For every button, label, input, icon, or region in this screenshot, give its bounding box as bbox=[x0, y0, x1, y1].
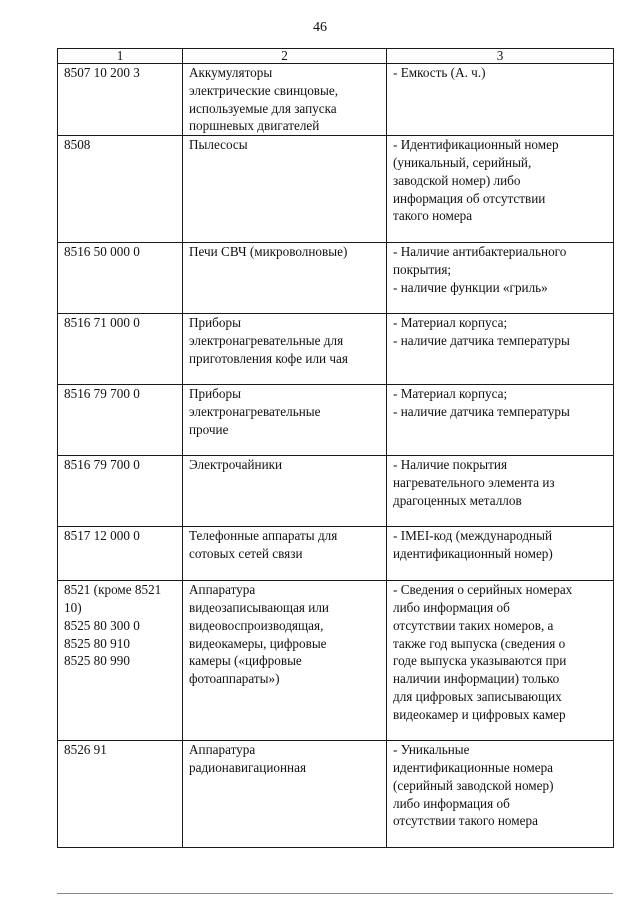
cell-name-line: Аппаратура bbox=[189, 742, 256, 758]
cell-name-line: поршневых двигателей bbox=[189, 118, 320, 134]
cell-code-line: 8525 80 910 bbox=[64, 635, 130, 651]
cell-info bbox=[387, 527, 614, 581]
cell-code-line: 8525 80 990 bbox=[64, 653, 130, 669]
page-number: 46 bbox=[313, 20, 327, 35]
cell-name bbox=[183, 314, 387, 385]
cell-info-line: - Наличие покрытия bbox=[393, 457, 508, 473]
cell-code-line: 8516 79 700 0 bbox=[64, 386, 140, 402]
cell-info-line: наличии информации) только bbox=[393, 671, 560, 687]
cell-info-line: нагревательного элемента из bbox=[393, 474, 555, 490]
cell-name-line: электронагревательные для bbox=[189, 332, 344, 348]
cell-code bbox=[58, 527, 183, 581]
cell-code-line: 8516 71 000 0 bbox=[64, 315, 140, 331]
cell-info-line: также год выпуска (сведения о bbox=[393, 635, 566, 651]
cell-info-line: отсутствии такого номера bbox=[393, 813, 538, 829]
cell-name-line: Пылесосы bbox=[189, 137, 248, 153]
cell-name-line: электронагревательные bbox=[189, 403, 321, 419]
cell-code-line: 8521 (кроме 8521 bbox=[64, 582, 162, 598]
cell-code-line: 10) bbox=[64, 599, 82, 615]
cell-name-line: видеокамеры, цифровые bbox=[189, 635, 327, 651]
table-header-row bbox=[58, 49, 614, 64]
cell-code bbox=[58, 741, 183, 848]
cell-info-line: - Материал корпуса; bbox=[393, 315, 508, 331]
cell-info bbox=[387, 243, 614, 314]
cell-info-line: покрытия; bbox=[393, 261, 452, 277]
cell-info bbox=[387, 581, 614, 741]
cell-code bbox=[58, 456, 183, 527]
cell-info-line: идентификационный номер) bbox=[393, 545, 553, 561]
cell-info-line: драгоценных металлов bbox=[393, 492, 522, 508]
table-row bbox=[58, 456, 614, 527]
cell-name-line: используемые для запуска bbox=[189, 100, 337, 116]
cell-code bbox=[58, 581, 183, 741]
cell-name-line: Электрочайники bbox=[189, 457, 283, 473]
cell-code-line: 8508 bbox=[64, 137, 91, 153]
cell-info-line: видеокамер и цифровых камер bbox=[393, 706, 566, 722]
goods-table bbox=[57, 48, 614, 848]
cell-name-line: фотоаппараты») bbox=[189, 671, 280, 687]
bottom-rule bbox=[57, 893, 613, 894]
cell-info-line: идентификационные номера bbox=[393, 759, 554, 775]
cell-name-line: Печи СВЧ (микроволновые) bbox=[189, 244, 348, 260]
cell-name-line: сотовых сетей связи bbox=[189, 545, 303, 561]
cell-info bbox=[387, 456, 614, 527]
cell-name-line: видеозаписывающая или bbox=[189, 599, 329, 615]
cell-code bbox=[58, 243, 183, 314]
cell-name bbox=[183, 456, 387, 527]
cell-name bbox=[183, 581, 387, 741]
cell-info-line: (серийный заводской номер) bbox=[393, 777, 554, 793]
table-row bbox=[58, 581, 614, 741]
cell-info-line: - IMEI-код (международный bbox=[393, 528, 553, 544]
cell-name bbox=[183, 136, 387, 243]
cell-code bbox=[58, 314, 183, 385]
cell-code-line: 8516 79 700 0 bbox=[64, 457, 140, 473]
cell-info bbox=[387, 741, 614, 848]
table-row bbox=[58, 136, 614, 243]
cell-code bbox=[58, 64, 183, 136]
cell-info-line: - наличие датчика температуры bbox=[393, 332, 570, 348]
cell-name-line: Аппаратура bbox=[189, 582, 256, 598]
cell-info-line: либо информация об bbox=[393, 795, 510, 811]
cell-name bbox=[183, 741, 387, 848]
cell-name-line: прочие bbox=[189, 421, 229, 437]
cell-code-line: 8516 50 000 0 bbox=[64, 244, 140, 260]
cell-info-line: - Уникальные bbox=[393, 742, 470, 758]
cell-code-line: 8507 10 200 3 bbox=[64, 65, 140, 80]
cell-name-line: электрические свинцовые, bbox=[189, 82, 339, 98]
cell-info-line: (уникальный, серийный, bbox=[393, 154, 532, 170]
cell-info-line: для цифровых записывающих bbox=[393, 688, 562, 704]
table-row bbox=[58, 64, 614, 136]
cell-name-line: Приборы bbox=[189, 386, 241, 402]
column-header-name: 2 bbox=[183, 49, 387, 64]
cell-code-line: 8525 80 300 0 bbox=[64, 617, 140, 633]
cell-code-line: 8526 91 bbox=[64, 742, 107, 758]
table-row bbox=[58, 741, 614, 848]
cell-info-line: годе выпуска указываются при bbox=[393, 653, 567, 669]
cell-name-line: камеры («цифровые bbox=[189, 653, 302, 669]
cell-info-line: - наличие датчика температуры bbox=[393, 403, 570, 419]
cell-name-line: радионавигационная bbox=[189, 759, 307, 775]
cell-info bbox=[387, 314, 614, 385]
table-row bbox=[58, 527, 614, 581]
cell-name bbox=[183, 64, 387, 136]
cell-code bbox=[58, 385, 183, 456]
cell-info-line: - наличие функции «гриль» bbox=[393, 279, 548, 295]
cell-name bbox=[183, 527, 387, 581]
cell-name-line: Аккумуляторы bbox=[189, 65, 273, 80]
cell-info bbox=[387, 385, 614, 456]
column-header-info: 3 bbox=[387, 49, 614, 64]
cell-info bbox=[387, 64, 614, 136]
cell-name bbox=[183, 385, 387, 456]
cell-name-line: Приборы bbox=[189, 315, 241, 331]
cell-info-line: - Материал корпуса; bbox=[393, 386, 508, 402]
cell-info-line: отсутствии таких номеров, а bbox=[393, 617, 554, 633]
cell-name bbox=[183, 243, 387, 314]
cell-code bbox=[58, 136, 183, 243]
cell-info-line: - Идентификационный номер bbox=[393, 137, 559, 153]
cell-name-line: видеовоспроизводящая, bbox=[189, 617, 324, 633]
cell-info-line: - Сведения о серийных номерах bbox=[393, 582, 573, 598]
cell-info-line: такого номера bbox=[393, 208, 473, 224]
table-row bbox=[58, 243, 614, 314]
cell-info bbox=[387, 136, 614, 243]
table-row bbox=[58, 314, 614, 385]
column-header-code: 1 bbox=[58, 49, 183, 64]
cell-code-line: 8517 12 000 0 bbox=[64, 528, 140, 544]
cell-name-line: Телефонные аппараты для bbox=[189, 528, 338, 544]
cell-info-line: информация об отсутствии bbox=[393, 190, 546, 206]
cell-info-line: - Наличие антибактериального bbox=[393, 244, 567, 260]
table-row bbox=[58, 385, 614, 456]
cell-info-line: либо информация об bbox=[393, 599, 510, 615]
cell-name-line: приготовления кофе или чая bbox=[189, 350, 348, 366]
cell-info-line: - Емкость (А. ч.) bbox=[393, 65, 486, 80]
cell-info-line: заводской номер) либо bbox=[393, 172, 521, 188]
